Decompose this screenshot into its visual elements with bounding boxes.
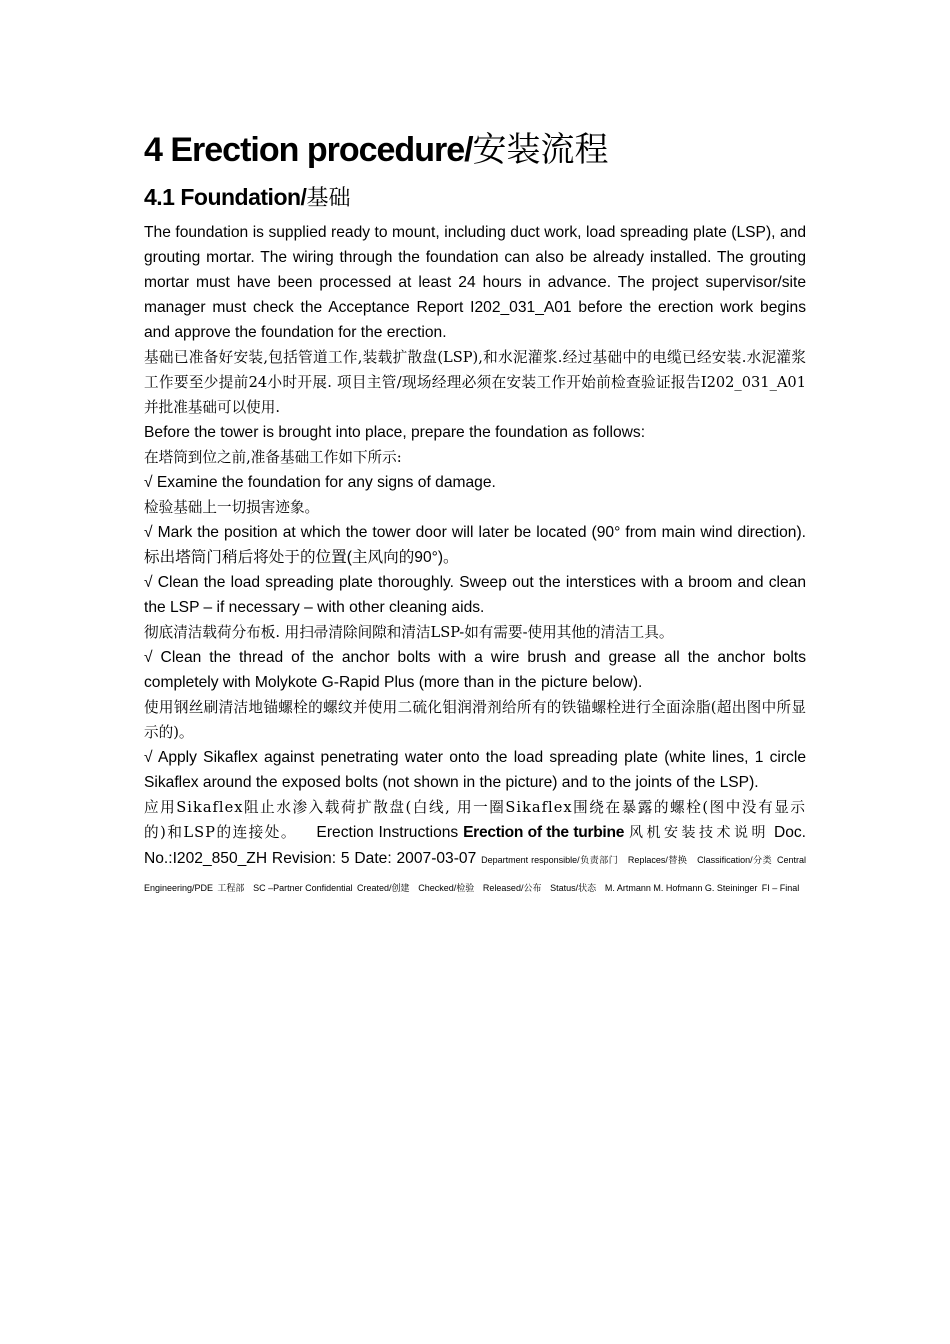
paragraph-intro-en: The foundation is supplied ready to mount, including duct work, load spreading plate (LSP), and grouting mortar. The wiring through the foundation can also be already installed. The grouting mortar must have been processed at least 24 hours in advance. The project supervisor/site manager must check the Acceptance Report I202_031_A01 before the erection work begins and approve the foundation for the erection. — [144, 224, 806, 341]
footer-checked-label: Checked/ — [418, 883, 457, 893]
checklist-item-anchor-bolts-en: √ Clean the thread of the anchor bolts with a wire brush and grease all the anchor bolts completely with Molykote G-Rapid Plus (more than in the picture below). — [144, 649, 806, 691]
footer-created-label-cn: 创建 — [391, 884, 410, 894]
subsection-heading-cn: 基础 — [306, 186, 351, 211]
checklist-item-examine-en: √ Examine the foundation for any signs of damage. — [144, 474, 496, 491]
footer-central-engineering: Central Engineering/PDE — [144, 855, 806, 893]
checklist-item-anchor-bolts-cn: 使用钢丝刷清洁地锚螺栓的螺纹并使用二硫化钼润滑剂给所有的铁锚螺栓进行全面涂脂(超出图中所显示的)。 — [144, 699, 806, 741]
checklist-item-mark-door: √ Mark the position at which the tower door will later be located (90° from main wind direction). 标出塔筒门稍后将处于的位置(主风向的90°)。 — [144, 524, 806, 566]
checklist-item-examine-cn: 检验基础上一切损害迹象。 — [144, 499, 320, 516]
section-heading — [144, 128, 806, 172]
footer-dept-label: Department responsible/ — [481, 855, 580, 865]
footer-replaces-label-cn: 替换 — [667, 856, 688, 866]
subsection-heading — [144, 180, 806, 214]
section-heading-cn: 安装流程 — [472, 130, 609, 170]
footer-doc-info: Doc. No.:I202_850_ZH Revision: 5 Date: 2007-03-07 — [144, 824, 807, 867]
checklist-item-clean-lsp-cn: 彻底清洁载荷分布板. 用扫帚清除间隙和清洁LSP-如有需要-使用其他的清洁工具。 — [144, 624, 674, 641]
footer-block — [144, 795, 806, 902]
subsection-heading-en: 4.1 Foundation/ — [144, 184, 307, 210]
checklist-item-sikaflex-en: √ Apply Sikaflex against penetrating water onto the load spreading plate (white lines, 1 circle Sikaflex around the exposed bolts (not shown in the picture) and to the joints of the LSP). — [144, 749, 806, 791]
footer-released-label-cn: 公布 — [523, 884, 542, 894]
footer-erection-instructions: Erection Instructions — [316, 824, 459, 841]
footer-status-label: Status/ — [550, 883, 579, 893]
footer-erection-title: Erection of the turbine — [463, 824, 625, 841]
document-page — [144, 128, 806, 902]
paragraph-intro-cn: 基础已准备好安装,包括管道工作,装载扩散盘(LSP),和水泥灌浆.经过基础中的电缆已经安装.水泥灌浆工作要至少提前24小时开展. 项目主管/现场经理必须在安装工作开始前检查验证报告I202_031_A01并批准基础可以使用. — [144, 349, 806, 416]
footer-checked-label-cn: 检验 — [456, 884, 475, 894]
footer-dept-label-cn: 负责部门 — [579, 856, 619, 866]
section-heading-en: 4 Erection procedure/ — [144, 131, 473, 169]
footer-names: M. Artmann M. Hofmann G. Steininger — [604, 883, 758, 893]
footer-cn-title: 风机安装技术说明 — [628, 825, 770, 841]
footer-status-label-cn: 状态 — [578, 884, 597, 894]
footer-status-final: FI – Final — [761, 883, 800, 893]
footer-classification-label: Classification/ — [697, 855, 753, 865]
footer-released-label: Released/ — [482, 883, 524, 893]
footer-created-label: Created/ — [356, 883, 392, 893]
sikaflex-cn-text: 应用Sikaflex阻止水渗入载荷扩散盘(白线, 用一圈Sikaflex围绕在暴露的螺栓(图中没有显示的)和LSP的连接处。 — [144, 799, 806, 841]
checklist-item-clean-lsp-en: √ Clean the load spreading plate thoroughly. Sweep out the interstices with a broom and clean the LSP – if necessary – with other cleaning aids. — [144, 574, 806, 616]
paragraph-prepare-en: Before the tower is brought into place, prepare the foundation as follows: — [144, 424, 646, 441]
paragraph-prepare-cn: 在塔筒到位之前,准备基础工作如下所示: — [144, 449, 402, 466]
footer-central-engineering-cn: 工程部 — [217, 884, 245, 894]
footer-confidential: SC –Partner Confidential — [253, 883, 353, 893]
footer-classification-label-cn: 分类 — [752, 856, 773, 866]
footer-replaces-label: Replaces/ — [627, 855, 668, 865]
